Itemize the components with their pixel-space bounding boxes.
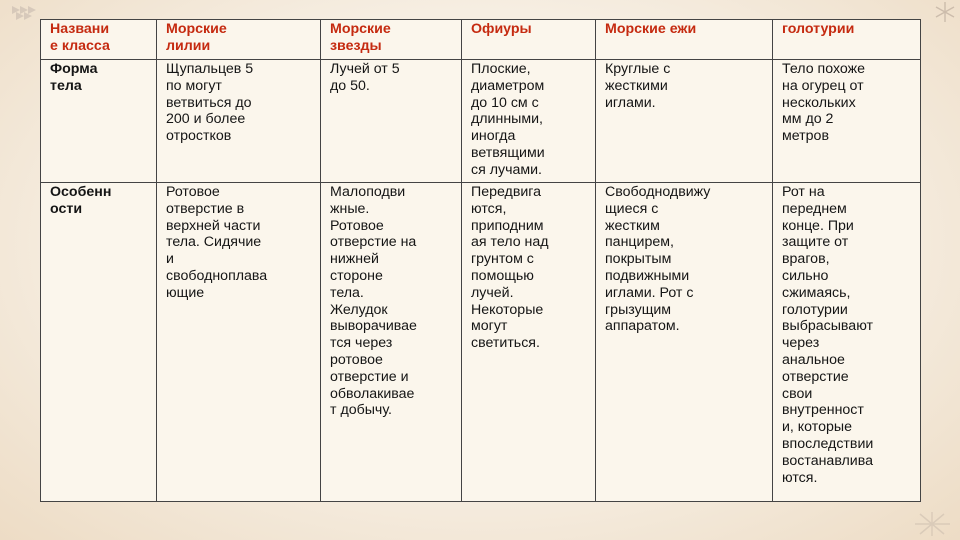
header-class-name: Названи е класса <box>41 20 157 60</box>
corner-arrow-icon <box>12 6 36 20</box>
table-cell: Рот на переднем конце. При защите от врагов, сильно сжимаясь, голотурии выбрасывают через анальное отверстие свои внутренност и, которые впоследствии востанавлива ются. <box>773 183 921 502</box>
star-decoration <box>936 2 954 22</box>
table-cell: Круглые с жесткими иглами. <box>596 60 773 183</box>
table-cell: Тело похоже на огурец от нескольких мм до 2 метров <box>773 60 921 183</box>
header-ophiuroids: Офиуры <box>462 20 596 60</box>
table-cell: Передвига ются, приподним ая тело над грунтом с помощью лучей. Некоторые могут светиться. <box>462 183 596 502</box>
table-cell: Свободнодвижу щиеся с жестким панцирем, покрытым подвижными иглами. Рот с грызущим аппаратом. <box>596 183 773 502</box>
bottom-right-ornament <box>915 512 950 536</box>
header-sea-urchins: Морские ежи <box>596 20 773 60</box>
header-sea-lilies: Морские лилии <box>157 20 321 60</box>
table-cell: Лучей от 5 до 50. <box>321 60 462 183</box>
table-cell: Ротовое отверстие в верхней части тела. Сидячие и свободноплава ющие <box>157 183 321 502</box>
row-label-body-shape: Форма тела <box>41 60 157 183</box>
header-sea-cucumbers: голотурии <box>773 20 921 60</box>
table-cell: Малоподви жные. Ротовое отверстие на нижней стороне тела. Желудок выворачивае тся через ротовое отверстие и обволакивае т добычу. <box>321 183 462 502</box>
classes-table <box>40 19 921 502</box>
table-cell: Щупальцев 5 по могут ветвиться до 200 и более отростков <box>157 60 321 183</box>
row-label-features: Особенн ости <box>41 183 157 502</box>
header-sea-stars: Морские звезды <box>321 20 462 60</box>
table-cell: Плоские, диаметром до 10 см с длинными, иногда ветвящими ся лучами. <box>462 60 596 183</box>
